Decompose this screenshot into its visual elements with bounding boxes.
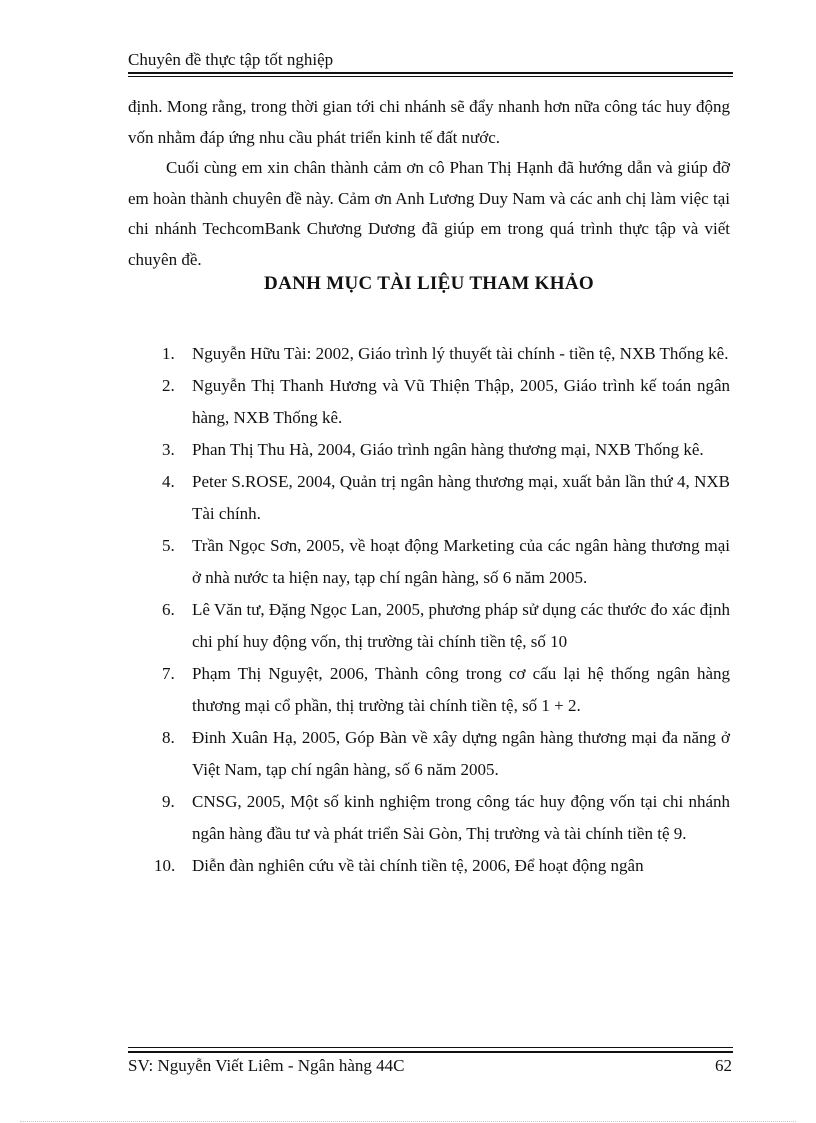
reference-item	[128, 722, 730, 786]
reference-text: CNSG, 2005, Một số kinh nghiệm trong công tác huy động vốn tại chi nhánh ngân hàng đầu tư và phát triển Sài Gòn, Thị trường và tài chính tiền tệ 9.	[192, 792, 730, 843]
reference-text: Peter S.ROSE, 2004, Quản trị ngân hàng thương mại, xuất bản lần thứ 4, NXB Tài chính.	[192, 472, 730, 523]
reference-text: Nguyễn Thị Thanh Hương và Vũ Thiện Thập, 2005, Giáo trình kế toán ngân hàng, NXB Thống kê.	[192, 376, 730, 427]
reference-text: Phạm Thị Nguyệt, 2006, Thành công trong cơ cấu lại hệ thống ngân hàng thương mại cổ phần, thị trường tài chính tiền tệ, số 1 + 2.	[192, 664, 730, 715]
reference-number: 3.	[162, 440, 175, 459]
reference-number: 10.	[154, 856, 176, 875]
reference-text: Trần Ngọc Sơn, 2005, về hoạt động Marketing của các ngân hàng thương mại ở nhà nước ta hiện nay, tạp chí ngân hàng, số 6 năm 2005.	[192, 536, 730, 587]
reference-number: 9.	[162, 792, 175, 811]
reference-number: 7.	[162, 664, 175, 683]
running-header: Chuyên đề thực tập tốt nghiệp	[128, 50, 334, 69]
reference-item	[128, 594, 730, 658]
reference-item	[128, 530, 730, 594]
reference-item	[128, 338, 730, 370]
reference-item	[128, 786, 730, 850]
reference-text: Diễn đàn nghiên cứu về tài chính tiền tệ, 2006, Để hoạt động ngân	[192, 856, 644, 875]
reference-number: 5.	[162, 536, 175, 555]
references-list	[128, 338, 730, 882]
page-number: 62	[715, 1056, 732, 1075]
footer-author: SV: Nguyễn Viết Liêm - Ngân hàng 44C	[128, 1056, 405, 1075]
page-edge-divider	[20, 1121, 796, 1122]
references-heading: DANH MỤC TÀI LIỆU THAM KHẢO	[264, 273, 594, 294]
reference-number: 8.	[162, 728, 175, 747]
reference-item	[128, 466, 730, 530]
reference-number: 6.	[162, 600, 175, 619]
header-rule-thin	[128, 76, 733, 77]
body-text	[128, 92, 730, 275]
reference-number: 4.	[162, 472, 175, 491]
paragraph-acknowledgement: Cuối cùng em xin chân thành cảm ơn cô Phan Thị Hạnh đã hướng dẫn và giúp đỡ em hoàn thành chuyên đề này. Cảm ơn Anh Lương Duy Nam và các anh chị làm việc tại chi nhánh TechcomBank Chương Dương đã giúp em trong quá trình thực tập và viết chuyên đề.	[128, 158, 730, 269]
reference-item	[128, 658, 730, 722]
reference-item	[128, 850, 730, 882]
reference-item	[128, 434, 730, 466]
reference-text: Nguyễn Hữu Tài: 2002, Giáo trình lý thuyết tài chính - tiền tệ, NXB Thống kê.	[192, 344, 729, 363]
reference-number: 1.	[162, 344, 175, 363]
reference-item	[128, 370, 730, 434]
reference-number: 2.	[162, 376, 175, 395]
footer-rule-thin	[128, 1047, 733, 1048]
reference-text: Phan Thị Thu Hà, 2004, Giáo trình ngân hàng thương mại, NXB Thống kê.	[192, 440, 704, 459]
reference-text: Lê Văn tư, Đặng Ngọc Lan, 2005, phương pháp sử dụng các thước đo xác định chi phí huy động vốn, thị trường tài chính tiền tệ, số 10	[192, 600, 730, 651]
paragraph-continued: định. Mong rằng, trong thời gian tới chi nhánh sẽ đẩy nhanh hơn nữa công tác huy động vốn nhằm đáp ứng nhu cầu phát triển kinh tế đất nước.	[128, 97, 730, 147]
reference-text: Đinh Xuân Hạ, 2005, Góp Bàn về xây dựng ngân hàng thương mại đa năng ở Việt Nam, tạp chí ngân hàng, số 6 năm 2005.	[192, 728, 730, 779]
footer-rule	[128, 1051, 733, 1053]
header-rule	[128, 72, 733, 74]
